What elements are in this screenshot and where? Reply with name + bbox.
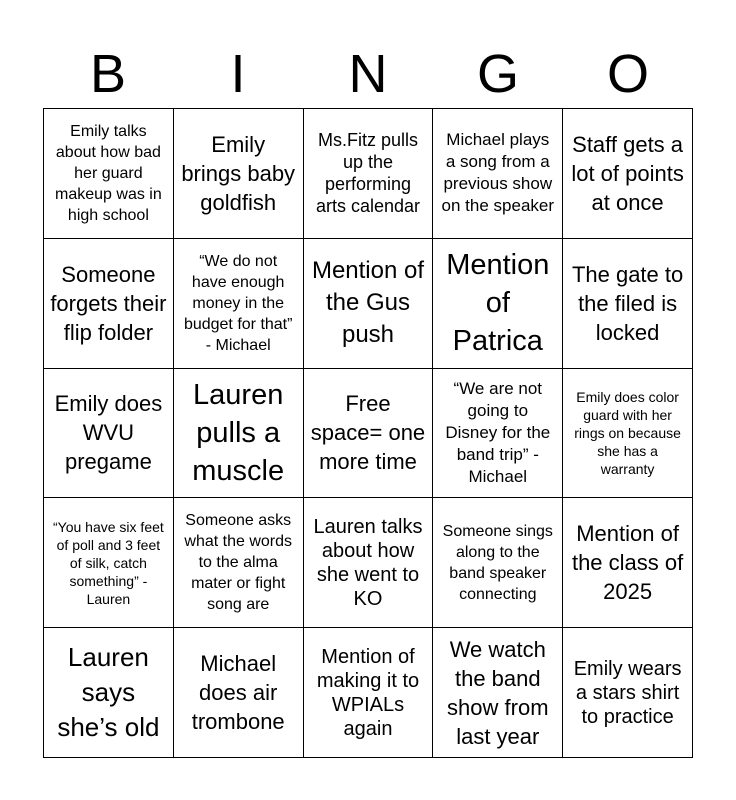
bingo-cell-r5c2[interactable] <box>174 628 304 758</box>
bingo-cell-text: Mention of the Gus push <box>311 257 425 349</box>
bingo-cell-r1c2[interactable] <box>174 109 304 239</box>
bingo-cell-text: Lauren pulls a muscle <box>192 378 285 487</box>
bingo-header <box>43 40 693 108</box>
bingo-cell-r5c4[interactable] <box>433 628 563 758</box>
bingo-cell-r2c5[interactable] <box>563 239 693 369</box>
bingo-cell-text: Lauren talks about how she went to KO <box>313 515 423 610</box>
bingo-cell-r1c3[interactable] <box>304 109 434 239</box>
header-letter-g: G <box>476 44 519 104</box>
bingo-cell-r4c3[interactable] <box>304 498 434 628</box>
bingo-cell-r4c1[interactable] <box>44 498 174 628</box>
bingo-cell-text: “We are not going to Disney for the band trip” - Michael <box>445 378 551 486</box>
bingo-cell-text: Emily does color guard with her rings on because she has a warranty <box>574 388 681 477</box>
bingo-cell-text: Emily brings baby goldfish <box>181 131 296 215</box>
bingo-cell-r4c2[interactable] <box>174 498 304 628</box>
bingo-cell-text: Mention of the class of 2025 <box>571 521 684 605</box>
bingo-cell-r3c4[interactable] <box>433 369 563 499</box>
bingo-cell-r4c5[interactable] <box>563 498 693 628</box>
header-letter-i: I <box>230 44 246 104</box>
bingo-cell-r5c5[interactable] <box>563 628 693 758</box>
bingo-cell-r1c4[interactable] <box>433 109 563 239</box>
bingo-cell-text: Emily does WVU pregame <box>54 391 163 475</box>
bingo-cell-r1c5[interactable] <box>563 109 693 239</box>
bingo-cell-text: Michael does air trombone <box>191 651 285 735</box>
bingo-cell-r5c3[interactable] <box>304 628 434 758</box>
bingo-cell-r3c2[interactable] <box>174 369 304 499</box>
header-letter-o: O <box>606 44 649 104</box>
bingo-cell-r3c1[interactable] <box>44 369 174 499</box>
header-letter-b: B <box>89 44 127 104</box>
free-space-cell[interactable] <box>304 369 434 499</box>
bingo-card-grid <box>43 108 693 758</box>
bingo-cell-text: Free space= one more time <box>310 391 426 475</box>
bingo-cell-r3c5[interactable] <box>563 369 693 499</box>
bingo-cell-text: Someone sings along to the band speaker connecting <box>442 522 553 603</box>
bingo-cell-text: Ms.Fitz pulls up the performing arts calendar <box>315 130 421 217</box>
bingo-cell-text: Mention of making it to WPIALs again <box>316 645 420 740</box>
bingo-cell-text: Emily wears a stars shirt to practice <box>573 657 682 728</box>
bingo-cell-text: We watch the band show from last year <box>447 636 549 749</box>
bingo-cell-text: “You have six feet of poll and 3 feet of silk, catch something” - Lauren <box>53 518 164 607</box>
bingo-cell-r2c3[interactable] <box>304 239 434 369</box>
bingo-cell-r5c1[interactable] <box>44 628 174 758</box>
bingo-cell-text: Someone asks what the words to the alma mater or fight song are <box>184 512 292 614</box>
bingo-cell-text: Lauren says she’s old <box>57 642 160 743</box>
bingo-cell-text: “We do not have enough money in the budget for that” - Michael <box>183 252 293 354</box>
bingo-cell-r1c1[interactable] <box>44 109 174 239</box>
header-letter-n: N <box>348 44 388 104</box>
bingo-cell-text: Someone forgets their flip folder <box>50 261 167 345</box>
bingo-cell-text: The gate to the filed is locked <box>571 261 684 345</box>
bingo-cell-text: Michael plays a song from a previous show on the speaker <box>441 130 555 216</box>
bingo-cell-r4c4[interactable] <box>433 498 563 628</box>
bingo-cell-text: Emily talks about how bad her guard makeup was in high school <box>55 122 162 224</box>
bingo-cell-text: Mention of Patrica <box>446 249 550 358</box>
bingo-cell-r2c4[interactable] <box>433 239 563 369</box>
bingo-cell-r2c1[interactable] <box>44 239 174 369</box>
bingo-cell-r2c2[interactable] <box>174 239 304 369</box>
bingo-cell-text: Staff gets a lot of points at once <box>571 131 684 215</box>
